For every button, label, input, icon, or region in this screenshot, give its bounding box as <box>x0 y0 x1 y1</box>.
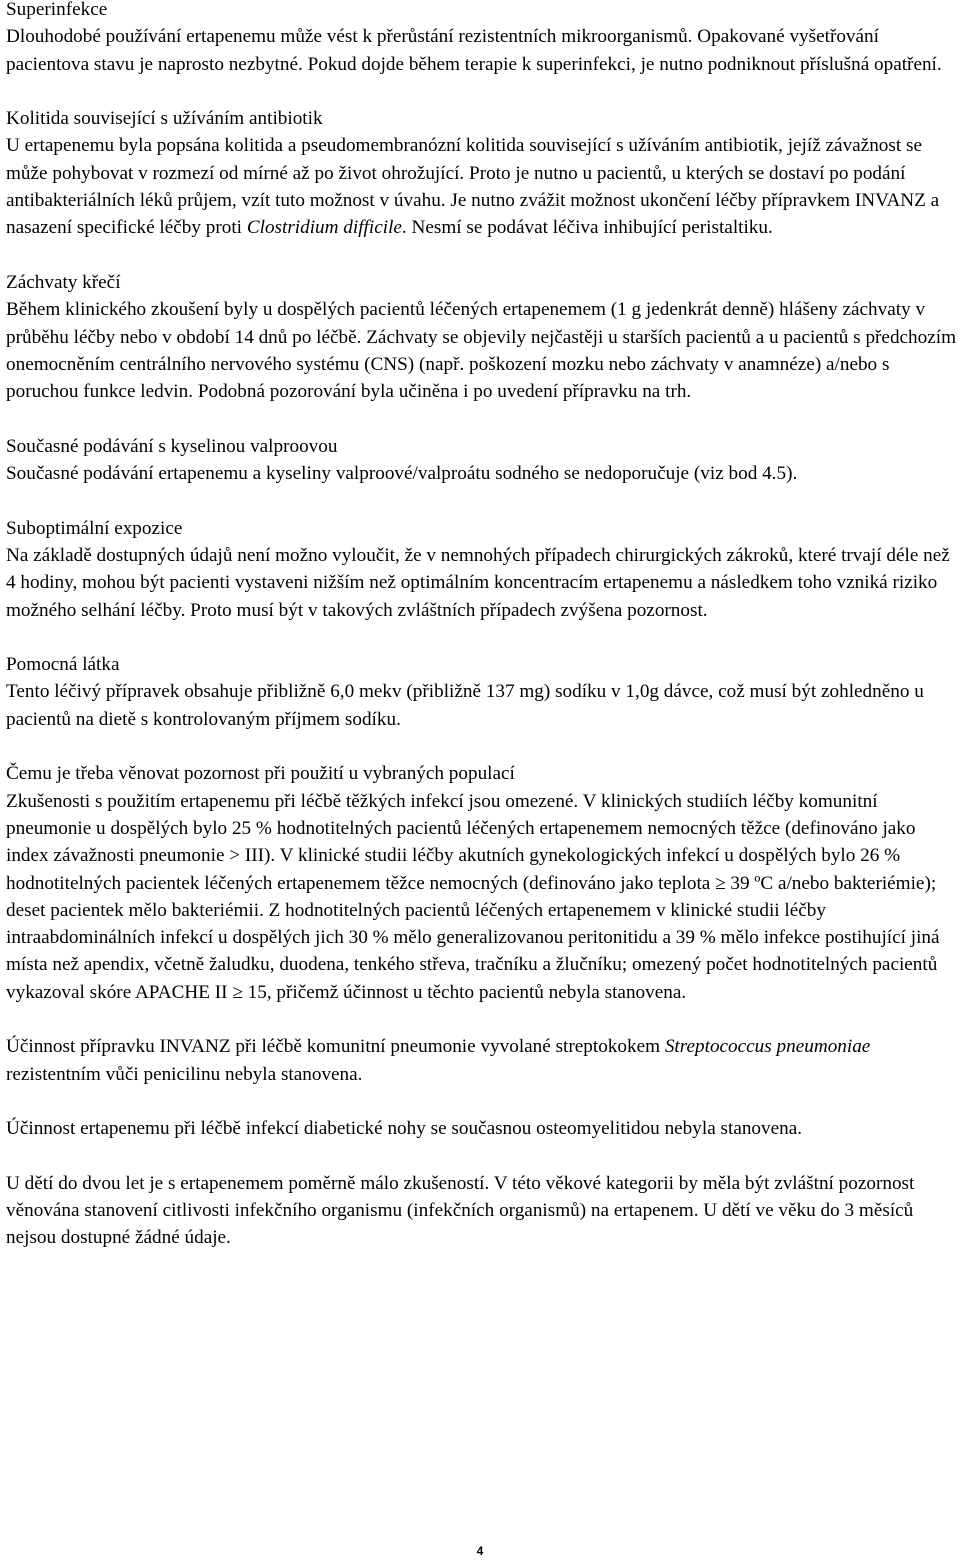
section-body: U dětí do dvou let je s ertapenemem poměrně málo zkušeností. V této věkové kategorii by měla být zvláštní pozornost věnována stanovení citlivosti infekčního organismu (infekčních organismů) na ertapenem. U dětí ve věku do 3 měsíců nejsou dostupné žádné údaje. <box>6 1172 915 1249</box>
section-special-populations <box>6 760 956 1006</box>
section-excipient <box>6 651 956 733</box>
document-page <box>6 0 956 1279</box>
section-heading: Záchvaty křečí <box>6 271 121 293</box>
section-diabetic-foot <box>6 1115 956 1142</box>
section-body: Zkušenosti s použitím ertapenemu při léčbě těžkých infekcí jsou omezené. V klinických studiích léčby komunitní pneumonie u dospělých bylo 25 % hodnotitelných pacientů léčených ertapenemem nemocných těžce (definováno jako index závažnosti pneumonie > III). V klinické studii léčby akutních gynekologických infekcí u dospělých bylo 26 % hodnotitelných pacientek léčených ertapenemem těžce nemocných (definováno jako teplota ≥ 39 ºC a/nebo bakteriémie); deset pacientek mělo bakteriémii. Z hodnotitelných pacientů léčených ertapenemem v klinické studii léčby intraabdominálních infekcí u dospělých jich 30 % mělo generalizovanou peritonitidu a 39 % mělo infekce postihující jiná místa než apendix, včetně žaludku, duodena, tenkého střeva, tračníku a žlučníku; omezený počet hodnotitelných pacientů vykazoval skóre APACHE II ≥ 15, přičemž účinnost u těchto pacientů nebyla stanovena. <box>6 790 940 1003</box>
italic-term: Streptococcus pneumoniae <box>664 1036 871 1058</box>
section-body: Účinnost přípravku INVANZ při léčbě komunitní pneumonie vyvolané streptokokem Streptococcus pneumoniae rezistentním vůči penicilinu nebyla stanovena. <box>6 1036 871 1085</box>
section-heading: Současné podávání s kyselinou valproovou <box>6 435 338 457</box>
section-seizures <box>6 269 956 405</box>
section-pneumonia-efficacy <box>6 1033 956 1088</box>
section-body: Současné podávání ertapenemu a kyseliny valproové/valproátu sodného se nedoporučuje (viz bod 4.5). <box>6 463 798 485</box>
section-heading: Čemu je třeba věnovat pozornost při použití u vybraných populací <box>6 763 515 785</box>
page-number: 4 <box>476 1544 484 1558</box>
section-superinfection <box>6 0 956 78</box>
section-heading: Superinfekce <box>6 0 108 20</box>
section-body: Na základě dostupných údajů není možno vyloučit, že v nemnohých případech chirurgických zákroků, které trvají déle než 4 hodiny, mohou být pacienti vystaveni nižším než optimálním koncentracím ertapenemu a následkem toho vzniká riziko možného selhání léčby. Proto musí být v takových zvláštních případech zvýšena pozornost. <box>6 544 950 621</box>
section-body: Během klinického zkoušení byly u dospělých pacientů léčených ertapenemem (1 g jedenkrát denně) hlášeny záchvaty v průběhu léčby nebo v období 14 dnů po léčbě. Záchvaty se objevily nejčastěji u starších pacientů a u pacientů s předchozím onemocněním centrálního nervového systému (CNS) (např. poškození mozku nebo záchvaty v anamnéze) a/nebo s poruchou funkce ledvin. Podobná pozorování byla učiněna i po uvedení přípravku na trh. <box>6 299 957 403</box>
section-body: Dlouhodobé používání ertapenemu může vést k přerůstání rezistentních mikroorganismů. Opakované vyšetřování pacientova stavu je naprosto nezbytné. Pokud dojde během terapie k superinfekci, je nutno podniknout příslušná opatření. <box>6 26 942 75</box>
section-body: U ertapenemu byla popsána kolitida a pseudomembranózní kolitida související s užíváním antibiotik, jejíž závažnost se může pohybovat v rozmezí od mírné až po život ohrožující. Proto je nutno u pacientů, u kterých se dostaví po podání antibakteriálních léků průjem, vzít tuto možnost v úvahu. Je nutno zvážit možnost ukončení léčby přípravkem INVANZ a nasazení specifické léčby proti Clostridium difficile. Nesmí se podávat léčiva inhibující peristaltiku. <box>6 135 940 239</box>
section-heading: Kolitida související s užíváním antibiotik <box>6 108 323 130</box>
section-heading: Pomocná látka <box>6 654 120 676</box>
section-suboptimal-exposure <box>6 515 956 624</box>
section-body: Účinnost ertapenemu při léčbě infekcí diabetické nohy se současnou osteomyelitidou nebyla stanovena. <box>6 1118 803 1140</box>
section-body: Tento léčivý přípravek obsahuje přibližně 6,0 mekv (přibližně 137 mg) sodíku v 1,0g dávce, což musí být zohledněno u pacientů na dietě s kontrolovaným příjmem sodíku. <box>6 681 924 730</box>
section-valproic-acid <box>6 433 956 488</box>
section-heading: Suboptimální expozice <box>6 517 183 539</box>
section-antibiotic-colitis <box>6 105 956 241</box>
italic-term: Clostridium difficile <box>246 217 402 239</box>
section-children <box>6 1170 956 1252</box>
